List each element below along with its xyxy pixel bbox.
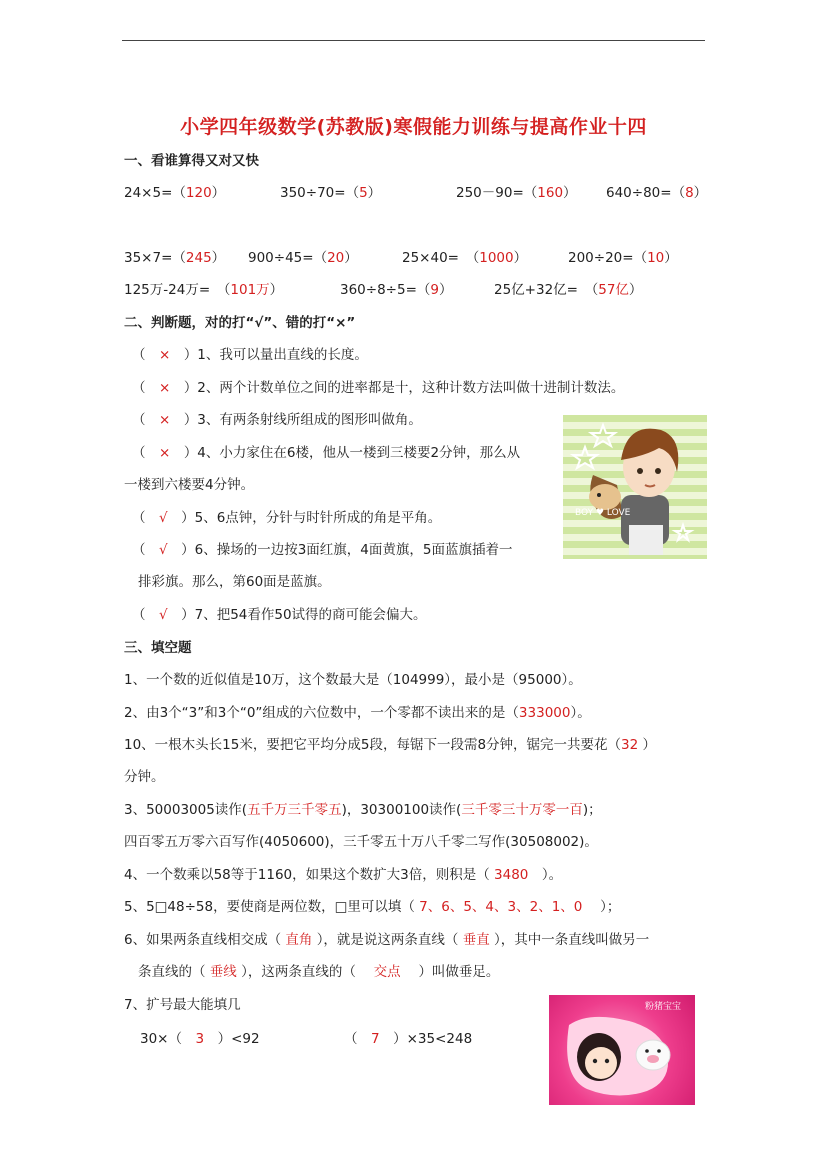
fill-item: 5、5□48÷58，要使商是两位数，□里可以填（ 7、6、5、4、3、2、1、0 ）；: [124, 899, 621, 915]
calc-item: 25亿+32亿= （57亿）: [494, 282, 643, 298]
fill-item: 6、如果两条直线相交成（ 直角 ），就是说这两条直线（ 垂直 ），其中一条直线叫做另一: [124, 932, 650, 948]
calc-item: 360÷8÷5=（9）: [340, 282, 453, 298]
cartoon-boy-illustration: [563, 415, 707, 559]
fill-item: 四百零五万零六百写作(4050600)，三千零五十万八千零二写作(30508002)。: [124, 834, 598, 850]
fill-item: 10、一根木头长15米，要把它平均分成5段，每锯下一段需8分钟，锯完一共要花（32 ）: [124, 737, 657, 753]
fill-item: 3、50003005读作(五千万三千零五)，30300100读作(三千零三十万零一百)；: [124, 802, 602, 818]
header-rule: [122, 40, 705, 41]
fill-item: 7、扩号最大能填几: [124, 997, 241, 1013]
calc-item: 125万-24万= （101万）: [124, 282, 284, 298]
calc-item: 25×40= （1000）: [402, 250, 528, 266]
judge-item: （ √ ）6、操场的一边按3面红旗，4面黄旗，5面蓝旗插着一: [132, 542, 513, 558]
judge-item: （ × ）1、我可以量出直线的长度。: [132, 347, 368, 363]
pink-pig-image: [549, 995, 695, 1105]
fill-item: 30×（ 3 ）<92: [140, 1031, 260, 1047]
judge-item: （ √ ）5、6点钟，分针与时针所成的角是平角。: [132, 510, 442, 526]
fill-item: （ 7 ）×35<248: [344, 1031, 473, 1047]
calc-item: 24×5=（120）: [124, 185, 226, 201]
judge-item: （ √ ）7、把54看作50试得的商可能会偏大。: [132, 607, 427, 623]
judge-item: （ × ）4、小力家住在6楼，他从一楼到三楼要2分钟，那么从: [132, 445, 521, 461]
page-title: 小学四年级数学(苏教版)寒假能力训练与提高作业十四: [180, 116, 647, 138]
fill-item: 4、一个数乘以58等于1160，如果这个数扩大3倍，则积是（ 3480 ）。: [124, 867, 563, 883]
section3-heading: 三、填空题: [124, 640, 192, 656]
judge-item-continuation: 一楼到六楼要4分钟。: [124, 477, 255, 493]
calc-item: 35×7=（245）: [124, 250, 226, 266]
calc-item: 350÷70=（5）: [280, 185, 382, 201]
image-caption: 粉猪宝宝: [645, 1002, 682, 1012]
calc-item: 250－90=（160）: [456, 185, 577, 201]
calc-item: 640÷80=（8）: [606, 185, 708, 201]
pink-cartoon-illustration: [549, 995, 695, 1105]
cartoon-boy-image: [563, 415, 707, 559]
fill-item: 1、一个数的近似值是10万，这个数最大是（104999），最小是（95000）。: [124, 672, 582, 688]
fill-item-continuation: 条直线的（ 垂线 ），这两条直线的（ 交点 ）叫做垂足。: [138, 964, 500, 980]
judge-item: （ × ）2、两个计数单位之间的进率都是十，这种计数方法叫做十进制计数法。: [132, 380, 625, 396]
fill-item: 2、由3个“3”和3个“0”组成的六位数中，一个零都不读出来的是（333000）。: [124, 705, 591, 721]
fill-item-continuation: 分钟。: [124, 769, 165, 785]
image-caption: BOY ♥ LOVE: [575, 508, 631, 518]
section2-heading: 二、判断题，对的打“√”、错的打“×”: [124, 315, 356, 331]
calc-item: 900÷45=（20）: [248, 250, 358, 266]
judge-item-continuation: 排彩旗。那么，第60面是蓝旗。: [138, 574, 331, 590]
calc-item: 200÷20=（10）: [568, 250, 678, 266]
section1-heading: 一、看谁算得又对又快: [124, 153, 259, 169]
judge-item: （ × ）3、有两条射线所组成的图形叫做角。: [132, 412, 422, 428]
